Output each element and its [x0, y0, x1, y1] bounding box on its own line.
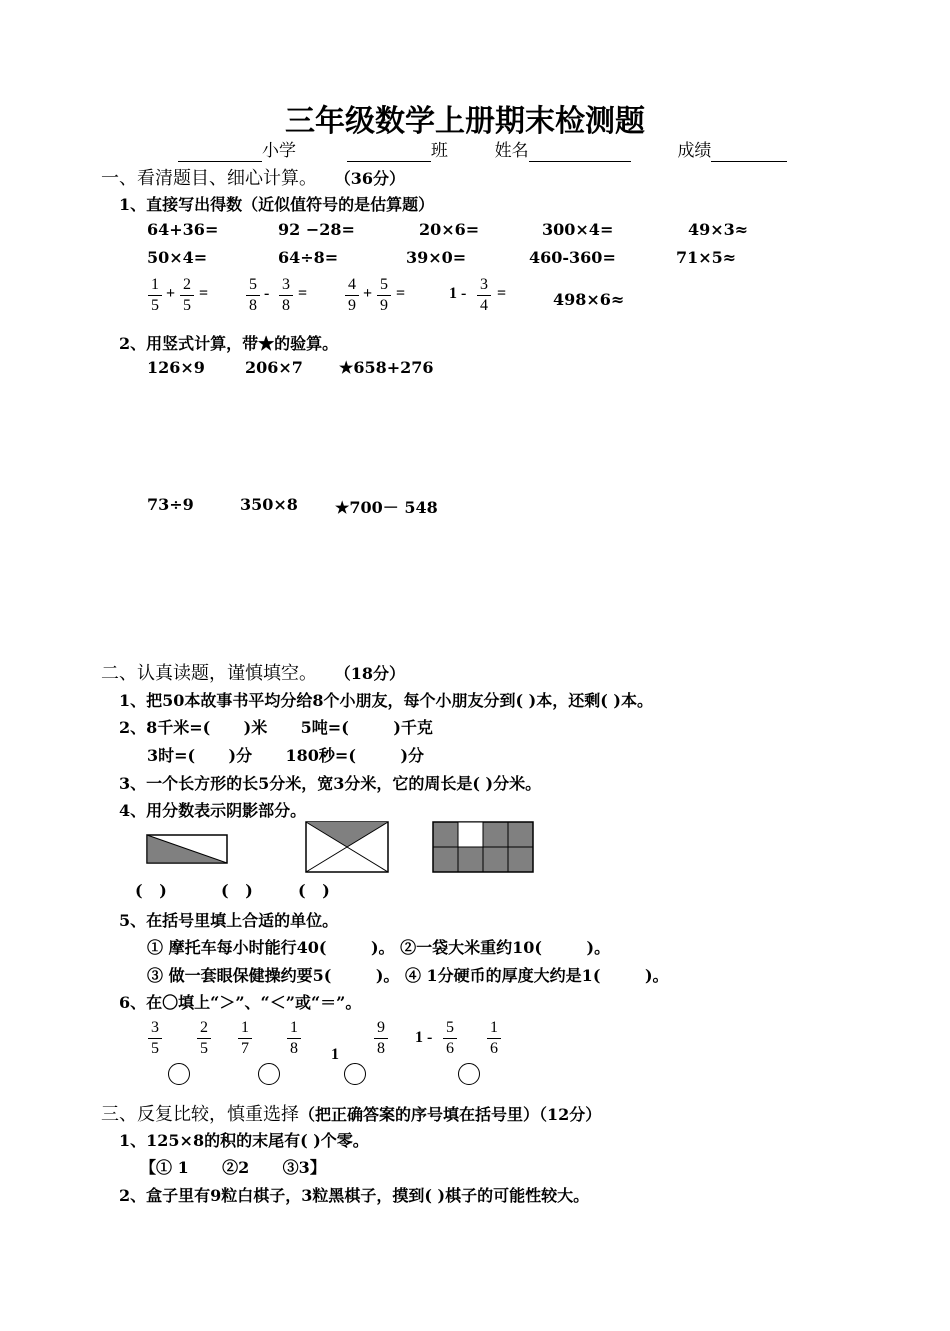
- calc-item: 300×4=: [542, 220, 614, 239]
- section1-points: （36分）: [334, 169, 406, 188]
- s2-q4: 4、用分数表示阴影部分。: [119, 801, 307, 820]
- equals: =: [199, 285, 209, 302]
- fraction: 2 5: [180, 276, 194, 315]
- student-info: [178, 136, 787, 162]
- s1-q2-prompt: 2、用竖式计算，带★的验算。: [119, 334, 339, 353]
- s2-q2a: 2、8千米=( )米 5吨=( )千克: [119, 718, 433, 737]
- class-blank[interactable]: [347, 141, 431, 162]
- vertical-calc-item: 206×7: [245, 358, 303, 377]
- calc-item: 20×6=: [419, 220, 480, 239]
- s2-q5: 5、在括号里填上合适的单位。: [119, 911, 339, 930]
- school-blank[interactable]: [178, 141, 262, 162]
- operator: -: [264, 285, 270, 302]
- s2-q1: 1、把50本故事书平均分给8个小朋友，每个小朋友分到( )本，还剩( )本。: [119, 691, 653, 710]
- score-blank[interactable]: [711, 141, 787, 162]
- fraction: 3 4: [477, 276, 491, 315]
- s3-q1-options: 【① 1 ②2 ③3】: [140, 1158, 326, 1177]
- s3-q2: 2、盒子里有9粒白棋子，3粒黑棋子，摸到( )棋子的可能性较大。: [119, 1186, 590, 1205]
- fraction: 4 9: [345, 276, 359, 315]
- section2-heading: [101, 659, 405, 685]
- whole-minus: 1 -: [415, 1029, 433, 1046]
- calc-item: 64+36=: [147, 220, 219, 239]
- fraction: 1 5: [148, 276, 162, 315]
- s2-q6: 6、在〇填上“＞”、“＜”或“＝”。: [119, 993, 362, 1012]
- fraction: 2 5: [197, 1019, 211, 1058]
- s2-q5b: ③ 做一套眼保健操约要5( )。 ④ 1分硬币的厚度大约是1( )。: [147, 966, 669, 985]
- compare-circle[interactable]: [168, 1063, 190, 1085]
- page-title: 三年级数学上册期末检测题: [285, 104, 645, 139]
- vertical-calc-item: 126×9: [147, 358, 205, 377]
- compare-circle[interactable]: [344, 1063, 366, 1085]
- operator: +: [363, 285, 373, 302]
- section1-title: 一、看清题目、细心计算。: [101, 168, 317, 189]
- compare-circle[interactable]: [258, 1063, 280, 1085]
- section3-title: 三、反复比较，慎重选择: [101, 1104, 299, 1125]
- fraction: 9 8: [374, 1019, 388, 1058]
- figure-rect-cross: [305, 821, 391, 875]
- calc-item: 39×0=: [406, 248, 467, 267]
- fraction: 5 9: [377, 276, 391, 315]
- calc-item: 64÷8=: [278, 248, 339, 267]
- equals: =: [396, 285, 406, 302]
- vertical-calc-item: 350×8: [240, 495, 298, 514]
- equals: =: [298, 285, 308, 302]
- fraction: 5 8: [246, 276, 260, 315]
- fraction: 3 8: [279, 276, 293, 315]
- section2-points: （18分）: [334, 664, 406, 683]
- compare-circle[interactable]: [458, 1063, 480, 1085]
- s3-q1: 1、125×8的积的末尾有( )个零。: [119, 1131, 369, 1150]
- fraction: 1 7: [238, 1019, 252, 1058]
- section2-title: 二、认真读题，谨慎填空。: [101, 663, 317, 684]
- section3-note: （把正确答案的序号填在括号里）: [299, 1105, 540, 1124]
- school-label: 小学: [262, 141, 296, 161]
- fraction: 1 6: [487, 1019, 501, 1058]
- score-label: 成绩: [677, 141, 712, 161]
- s1-q1-prompt: 1、直接写出得数（近似值符号的是估算题）: [119, 195, 435, 214]
- s2-q5a: ① 摩托车每小时能行40( )。 ②一袋大米重约10( )。: [147, 938, 611, 957]
- figure-grid: [432, 821, 536, 875]
- name-blank[interactable]: [529, 141, 631, 162]
- answer-blank[interactable]: ( ): [298, 881, 330, 900]
- figure-rect-triangle: [146, 834, 230, 866]
- class-label: 班: [430, 141, 448, 161]
- calc-item: 49×3≈: [688, 220, 749, 239]
- vertical-calc-item: 73÷9: [147, 495, 194, 514]
- calc-item: 50×4=: [147, 248, 208, 267]
- fraction: 1 8: [287, 1019, 301, 1058]
- calc-item: 498×6≈: [553, 290, 625, 309]
- answer-blank[interactable]: ( ): [135, 881, 167, 900]
- section3-points: （12分）: [539, 1105, 602, 1124]
- section1-heading: [101, 164, 405, 190]
- name-label: 姓名: [494, 141, 529, 161]
- whole-number: 1: [331, 1046, 339, 1063]
- vertical-calc-item: ★700－ 548: [335, 498, 438, 517]
- calc-item: 92 −28=: [278, 220, 355, 239]
- fraction: 3 5: [148, 1019, 162, 1058]
- calc-item: 460-360=: [529, 248, 616, 267]
- calc-item: 71×5≈: [676, 248, 737, 267]
- s2-q2b: 3时=( )分 180秒=( )分: [147, 746, 425, 765]
- vertical-calc-item: ★658+276: [339, 358, 434, 377]
- operator: +: [166, 285, 176, 302]
- fraction: 5 6: [443, 1019, 457, 1058]
- answer-blank[interactable]: ( ): [221, 881, 253, 900]
- s2-q3: 3、一个长方形的长5分米，宽3分米，它的周长是( )分米。: [119, 774, 542, 793]
- section3-heading: [101, 1100, 601, 1126]
- equals: =: [497, 285, 507, 302]
- whole-minus: 1 -: [449, 285, 467, 302]
